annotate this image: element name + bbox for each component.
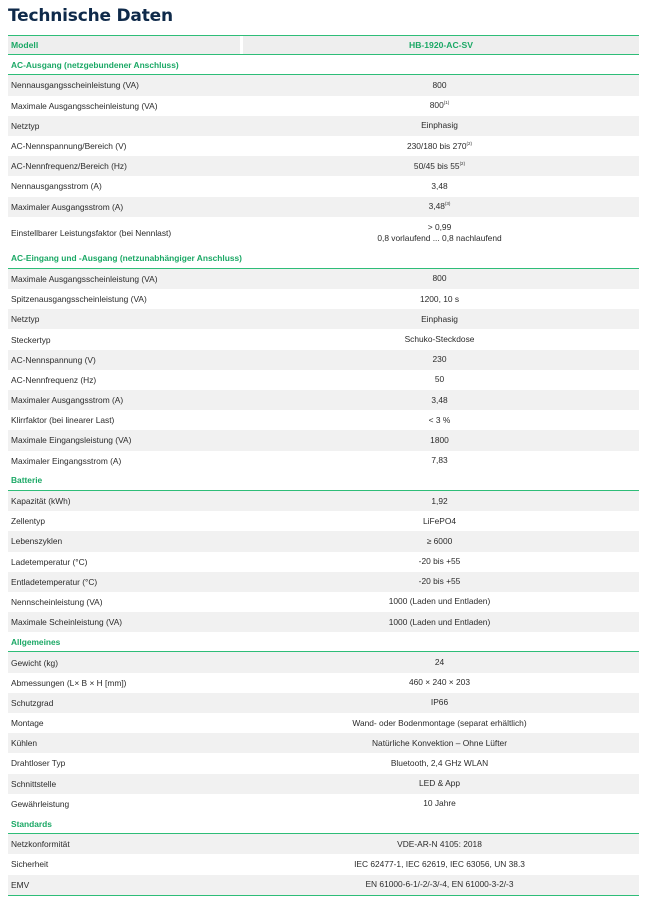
row-label: Entladetemperatur (°C): [11, 576, 98, 587]
value-text: 1000 (Laden und Entladen): [388, 596, 491, 607]
value-text: 3,48: [431, 180, 448, 191]
value-text: IEC 62477-1, IEC 62619, IEC 63056, UN 38.3: [354, 858, 525, 869]
table-row: [8, 269, 639, 289]
value-text: 1000 (Laden und Entladen): [388, 616, 491, 627]
value-text: 3,48: [431, 394, 448, 405]
table-row: [8, 309, 639, 329]
section-heading: Allgemeines: [8, 632, 639, 652]
table-row: [8, 197, 639, 217]
row-value: [240, 222, 639, 244]
row-label: Kapazität (kWh): [11, 496, 71, 507]
row-value: [240, 435, 639, 446]
table-row: [8, 329, 639, 349]
table-bottom-rule: [8, 895, 639, 897]
row-label: Netztyp: [11, 314, 40, 325]
table-row: [8, 410, 639, 430]
row-value: [240, 596, 639, 607]
table-row: [8, 116, 639, 136]
row-value: [240, 879, 639, 890]
value-text: 1800: [430, 434, 449, 445]
table-row: [8, 96, 639, 116]
table-row: [8, 451, 639, 471]
row-value: [240, 161, 639, 172]
row-label: Drahtloser Typ: [11, 758, 66, 769]
footnote-marker: (3): [444, 201, 451, 207]
row-value: [240, 758, 639, 769]
row-value: [240, 778, 639, 789]
value-text: Bluetooth, 2,4 GHz WLAN: [390, 757, 489, 768]
row-label: Nennausgangsstrom (A): [11, 181, 102, 192]
table-row: [8, 156, 639, 176]
row-label: Schnittstelle: [11, 778, 57, 789]
row-value: [240, 657, 639, 668]
row-label: Abmessungen (L× B × H [mm]): [11, 677, 127, 688]
table-row: [8, 693, 639, 713]
section-heading: AC-Eingang und -Ausgang (netzunabhängiger Anschluss): [8, 249, 639, 269]
row-value: [240, 100, 639, 111]
row-value: [240, 273, 639, 284]
row-label: Maximaler Ausgangsstrom (A): [11, 395, 124, 406]
row-label: Maximale Ausgangsscheinleistung (VA): [11, 100, 158, 111]
row-label: Maximale Eingangsleistung (VA): [11, 435, 132, 446]
spec-table: [8, 35, 639, 896]
row-value: [240, 516, 639, 527]
value-text: EN 61000-6-1/-2/-3/-4, EN 61000-3-2/-3: [365, 879, 514, 890]
row-label: AC-Nennspannung (V): [11, 354, 96, 365]
section-heading: Batterie: [8, 471, 639, 491]
value-text: Schuko-Steckdose: [404, 334, 475, 345]
row-label: Gewicht (kg): [11, 657, 59, 668]
row-value: [240, 496, 639, 507]
row-label: Maximaler Eingangsstrom (A): [11, 455, 122, 466]
row-label: Gewährleistung: [11, 798, 70, 809]
row-value: [240, 536, 639, 547]
table-row: [8, 592, 639, 612]
row-value: [240, 839, 639, 850]
row-label: Ladetemperatur (°C): [11, 556, 88, 567]
value-text: ≥ 6000: [426, 535, 453, 546]
row-label: Klirrfaktor (bei linearer Last): [11, 415, 115, 426]
table-row: [8, 176, 639, 196]
table-row: [8, 491, 639, 511]
table-row: [8, 370, 639, 390]
row-label: Einstellbarer Leistungsfaktor (bei Nennlast): [11, 227, 172, 238]
row-value: [240, 80, 639, 91]
value-text: 24: [434, 657, 445, 668]
row-value: [240, 556, 639, 567]
value-text: Wand- oder Bodenmontage (separat erhältlich): [352, 717, 527, 728]
row-value: [240, 617, 639, 628]
table-row: [8, 511, 639, 531]
value-text: -20 bis +55: [418, 576, 461, 587]
row-label: Spitzenausgangsscheinleistung (VA): [11, 294, 147, 305]
row-value: [240, 798, 639, 809]
row-label: Zellentyp: [11, 516, 45, 527]
table-row: [8, 713, 639, 733]
row-value: [240, 576, 639, 587]
value-text: 50: [434, 374, 445, 385]
row-value: [240, 415, 639, 426]
value-text: VDE-AR-N 4105: 2018: [397, 838, 482, 849]
header-model-label: Modell: [8, 36, 240, 54]
table-row: [8, 75, 639, 95]
table-row: [8, 136, 639, 156]
table-row: [8, 430, 639, 450]
value-text: 230/180 bis 270: [406, 140, 467, 151]
value-text: 800: [432, 79, 447, 90]
row-label: Sicherheit: [11, 859, 49, 870]
row-label: AC-Nennfrequenz (Hz): [11, 374, 97, 385]
row-label: Maximale Ausgangsscheinleistung (VA): [11, 273, 158, 284]
value-text: Natürliche Konvektion – Ohne Lüfter: [371, 737, 507, 748]
page-title: Technische Daten: [8, 6, 173, 26]
value-text: 10 Jahre: [423, 798, 456, 809]
table-row: [8, 753, 639, 773]
row-label: Nennscheinleistung (VA): [11, 596, 103, 607]
table-row: [8, 612, 639, 632]
value-text: -20 bis +55: [418, 556, 461, 567]
footnote-marker: (2): [466, 140, 473, 146]
value-text: 460 × 240 × 203: [408, 677, 470, 688]
footnote-marker: (1): [443, 100, 450, 106]
table-row: [8, 289, 639, 309]
row-value: [240, 455, 639, 466]
table-row: [8, 217, 639, 249]
row-value: [240, 738, 639, 749]
table-row: [8, 774, 639, 794]
table-header: [8, 35, 639, 55]
row-label: Maximale Scheinleistung (VA): [11, 617, 123, 628]
value-text: 800: [429, 100, 444, 111]
footnote-marker: (2): [459, 160, 466, 166]
row-value: [240, 120, 639, 131]
value-text: < 3 %: [428, 414, 451, 425]
value-text: LiFePO4: [422, 515, 457, 526]
row-label: Nennausgangsscheinleistung (VA): [11, 80, 139, 91]
value-text: 800: [432, 273, 447, 284]
value-text: 7,83: [431, 455, 448, 466]
table-row: [8, 875, 639, 895]
value-text: 1,92: [431, 495, 448, 506]
table-row: [8, 572, 639, 592]
table-row: [8, 552, 639, 572]
table-row: [8, 531, 639, 551]
section-heading: AC-Ausgang (netzgebundener Anschluss): [8, 55, 639, 75]
value-text-secondary: 0,8 vorlaufend ... 0,8 nachlaufend: [377, 232, 502, 243]
row-value: [240, 718, 639, 729]
value-text: LED & App: [419, 778, 460, 789]
row-label: EMV: [11, 879, 30, 890]
row-value: [240, 141, 639, 152]
header-model-value: HB-1920-AC-SV: [243, 36, 639, 54]
table-row: [8, 390, 639, 410]
table-row: [8, 350, 639, 370]
table-row: [8, 652, 639, 672]
row-value: [240, 314, 639, 325]
row-value: [240, 181, 639, 192]
row-label: Maximaler Ausgangsstrom (A): [11, 201, 124, 212]
table-row: [8, 673, 639, 693]
value-text: Einphasig: [421, 120, 458, 131]
table-row: [8, 733, 639, 753]
row-value: [240, 395, 639, 406]
value-text: 230: [432, 354, 447, 365]
row-label: AC-Nennspannung/Bereich (V): [11, 141, 127, 152]
section-heading: Standards: [8, 814, 639, 834]
row-label: Netzkonformität: [11, 839, 70, 850]
value-text: > 0,99: [427, 221, 452, 232]
row-value: [240, 201, 639, 212]
row-value: [240, 374, 639, 385]
row-value: [240, 294, 639, 305]
value-text: 50/45 bis 55: [413, 160, 460, 171]
row-label: Kühlen: [11, 738, 38, 749]
row-value: [240, 677, 639, 688]
table-row: [8, 794, 639, 814]
row-label: Schutzgrad: [11, 697, 54, 708]
row-value: [240, 859, 639, 870]
row-label: Lebenszyklen: [11, 536, 63, 547]
row-value: [240, 334, 639, 345]
value-text: 1200, 10 s: [419, 293, 460, 304]
row-value: [240, 697, 639, 708]
table-row: [8, 834, 639, 854]
row-label: Montage: [11, 718, 44, 729]
value-text: Einphasig: [421, 313, 458, 324]
row-label: Netztyp: [11, 120, 40, 131]
value-text: IP66: [430, 697, 449, 708]
row-value: [240, 354, 639, 365]
value-text: 3,48: [428, 201, 445, 212]
row-label: Steckertyp: [11, 334, 51, 345]
row-label: AC-Nennfrequenz/Bereich (Hz): [11, 161, 127, 172]
table-row: [8, 854, 639, 874]
